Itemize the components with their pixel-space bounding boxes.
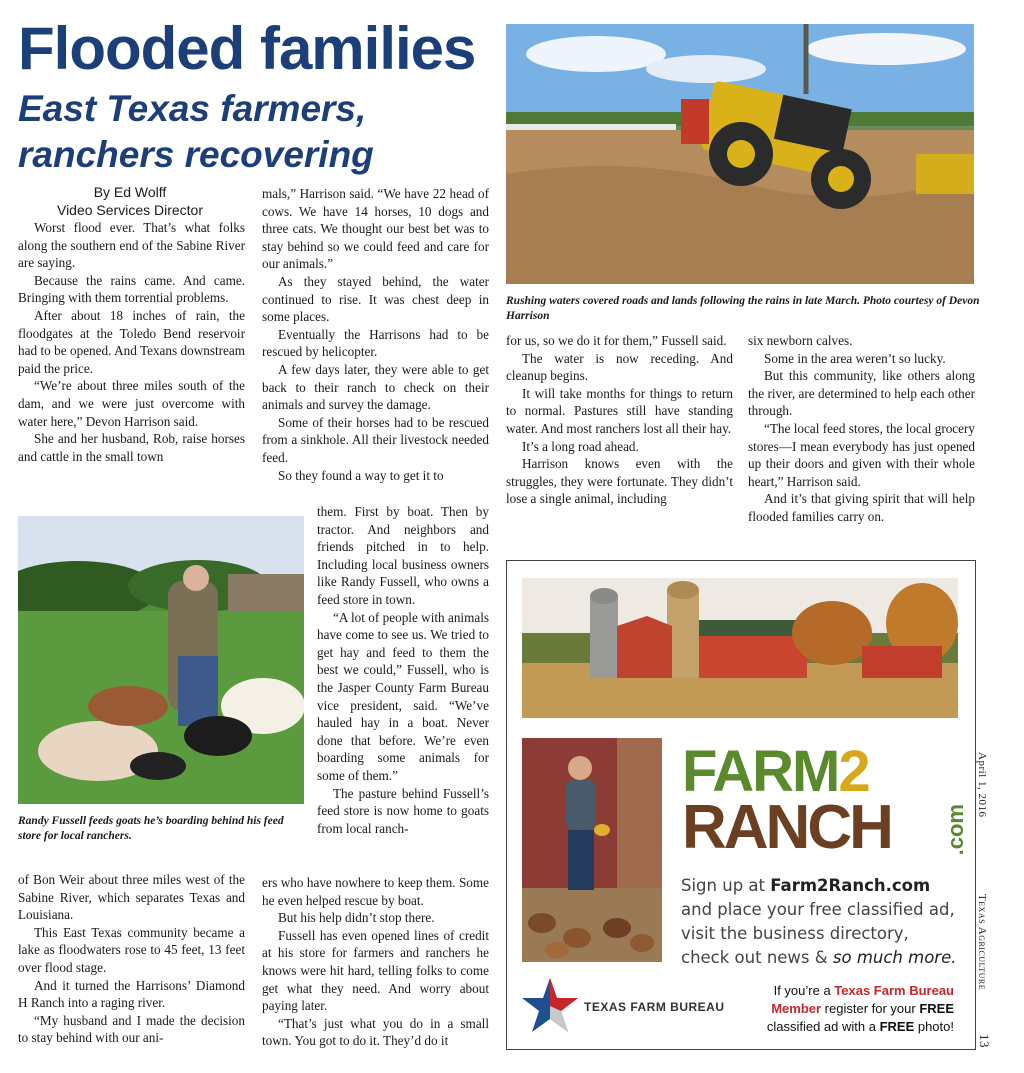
- flood-photo-caption: Rushing waters covered roads and lands following the rains in late March. Photo courtesy of Devon Harrison: [506, 295, 980, 322]
- paragraph: for us, so we do it for them,” Fussell said.: [506, 333, 727, 348]
- publication-name: Texas Agriculture: [976, 894, 988, 991]
- goat-feeding-photo: [18, 516, 304, 804]
- paragraph: them. First by boat. Then by tractor. And neighbors and friends pitched in to help. Including local business owners like Randy Fussell, who owns a feed store in town.: [317, 504, 489, 607]
- paragraph: But this community, like others along the river, are determined to help each other through.: [748, 368, 975, 419]
- offer-free-1: FREE: [919, 1001, 954, 1016]
- ad-line-1-prefix: Sign up at: [681, 876, 771, 895]
- paragraph: “A lot of people with animals have come to see us. We tried to get hay and feed to them the best we could,” Fussell, who is the Jasper County Farm Bureau vice president, said. “We’ve hauled hay in a boat. Never done that before. We’re even boarding some animals for some of them.”: [317, 609, 489, 783]
- paragraph: Because the rains came. And came. Bringing with them torrential problems.: [18, 272, 245, 306]
- farm-photo-illustration: [522, 578, 958, 718]
- paragraph: The pasture behind Fussell’s feed store is now home to goats from local ranch-: [317, 785, 489, 836]
- woman-photo-illustration: [522, 738, 662, 962]
- article-column-2-narrow: [317, 503, 489, 837]
- ad-line-4-prefix: check out news &: [681, 948, 833, 967]
- article-column-1-bottom: [18, 871, 245, 1047]
- offer-line-3-prefix: classified ad with a: [766, 1019, 880, 1034]
- ad-line-4: [681, 946, 967, 970]
- goat-photo-illustration: [18, 516, 304, 804]
- farm2ranch-link[interactable]: Farm2Ranch.com: [770, 876, 931, 895]
- paragraph: So they found a way to get it to: [278, 467, 444, 483]
- byline-title: Video Services Director: [56, 202, 204, 218]
- paragraph: Fussell has even opened lines of credit at his store for farmers and ranchers he knows were hit hard, telling folks to come get what they need. And worry about paying later.: [262, 927, 489, 1014]
- flood-tractor-photo: [506, 24, 974, 284]
- ad-line-2: and place your free classified ad,: [681, 900, 955, 919]
- logo-com-text: .com: [943, 804, 968, 856]
- paragraph: As they stayed behind, the water continued to rise. It was chest deep in some places.: [262, 273, 489, 325]
- subhead-line-2: ranchers recovering: [18, 134, 374, 175]
- logo-farm-text: FARM: [682, 739, 839, 804]
- ad-line-1: [681, 874, 967, 898]
- paragraph: of Bon Weir about three miles west of the Sabine River, which separates Texas and Louisiana.: [18, 872, 245, 923]
- paragraph: ers who have nowhere to keep them. Some he even helped rescue by boat.: [262, 875, 489, 908]
- ad-line-4-emphasis: so much more.: [832, 948, 957, 967]
- logo-two-text: 2: [838, 739, 869, 804]
- flood-photo-illustration: [506, 24, 974, 284]
- paragraph: “My husband and I made the decision to stay behind with our ani-: [18, 1012, 245, 1046]
- subhead: [18, 86, 374, 178]
- offer-line-2: [728, 1000, 954, 1018]
- article-column-2-bottom: [262, 874, 489, 1050]
- offer-line-3-suffix: photo!: [914, 1019, 954, 1034]
- star-icon: [520, 976, 580, 1036]
- logo-row-2: [682, 793, 968, 862]
- ad-copy: [681, 874, 967, 970]
- paragraph: Harrison knows even with the struggles, they were fortunate. They didn’t lose a single animal, including: [506, 456, 733, 507]
- article-column-2-top: [262, 185, 489, 484]
- paragraph: It’s a long road ahead.: [522, 438, 639, 454]
- paragraph: “We’re about three miles south of the dam, and we were just overcome with water here,” Devon Harrison said.: [18, 378, 245, 429]
- offer-free-2: FREE: [879, 1019, 915, 1034]
- paragraph: She and her husband, Rob, raise horses and cattle in the small town: [18, 431, 245, 464]
- farm2ranch-logo[interactable]: [682, 739, 968, 862]
- offer-tfb: Texas Farm Bureau: [834, 983, 954, 998]
- article-column-4: [748, 332, 975, 526]
- ad-line-3: visit the business directory,: [681, 924, 909, 943]
- offer-line-3: [728, 1018, 954, 1036]
- paragraph: But his help didn’t stop there.: [278, 910, 435, 926]
- byline: [18, 183, 242, 219]
- offer-line-1: [728, 982, 954, 1000]
- paragraph: This East Texas community became a lake as floodwaters rose to 45 feet, 13 feet over flood stage.: [18, 924, 245, 975]
- offer-member: Member: [771, 1001, 822, 1016]
- subhead-line-1: East Texas farmers,: [18, 88, 367, 129]
- texas-farm-bureau-logo[interactable]: [520, 976, 730, 1036]
- paragraph: And it turned the Harrisons’ Diamond H Ranch into a raging river.: [18, 977, 245, 1011]
- paragraph: A few days later, they were able to get back to their ranch to check on their animals and survey the damage.: [262, 361, 489, 413]
- paragraph: The water is now receding. And cleanup begins.: [506, 350, 733, 384]
- paragraph: “That’s just what you do in a small town. You got to do it. They’d do it: [262, 1015, 489, 1049]
- article-column-3: [506, 332, 733, 508]
- article-column-1-top: [18, 219, 245, 465]
- paragraph: six newborn calves.: [748, 333, 853, 348]
- paragraph: Worst flood ever. That’s what folks along the southern end of the Sabine River are saying.: [18, 220, 245, 271]
- page-number: 13: [977, 1034, 992, 1048]
- issue-date: April 1, 2016: [976, 752, 988, 818]
- logo-row-1: [682, 739, 958, 804]
- paragraph: And it’s that giving spirit that will help flooded families carry on.: [748, 491, 975, 524]
- paragraph: Some in the area weren’t so lucky.: [764, 350, 946, 366]
- tfb-name: TEXAS FARM BUREAU: [584, 1000, 725, 1014]
- headline: Flooded families: [18, 15, 476, 82]
- paragraph: mals,” Harrison said. “We have 22 head of cows. We have 14 horses, 10 dogs and three cats. We thought our best bet was to stay behind so we could feed and care for our animals.”: [262, 186, 489, 272]
- logo-ranch-text: RANCH: [682, 793, 891, 862]
- paragraph: Eventually the Harrisons had to be rescued by helicopter.: [262, 326, 489, 360]
- woman-feeding-chickens-photo: [522, 738, 662, 962]
- paragraph: “The local feed stores, the local grocery stores—I mean everybody has just opened up their doors and given with their whole heart,” Harrison said.: [748, 420, 975, 489]
- paragraph: Some of their horses had to be rescued from a sinkhole. All their livestock needed feed.: [262, 414, 489, 465]
- offer-line-2-middle: register for your: [821, 1001, 920, 1016]
- farm-barn-photo: [522, 578, 958, 718]
- paragraph: It will take months for things to return to normal. Pastures still have standing water. And most ranchers lost all their hay.: [506, 385, 733, 436]
- offer-line-1-prefix: If you’re a: [773, 983, 835, 998]
- byline-name: By Ed Wolff: [93, 184, 167, 200]
- ad-member-offer: [728, 982, 954, 1036]
- goat-photo-caption: Randy Fussell feeds goats he’s boarding behind his feed store for local ranchers.: [18, 815, 284, 842]
- paragraph: After about 18 inches of rain, the floodgates at the Toledo Bend reservoir had to be opened. And Texans downstream paid the price.: [18, 307, 245, 376]
